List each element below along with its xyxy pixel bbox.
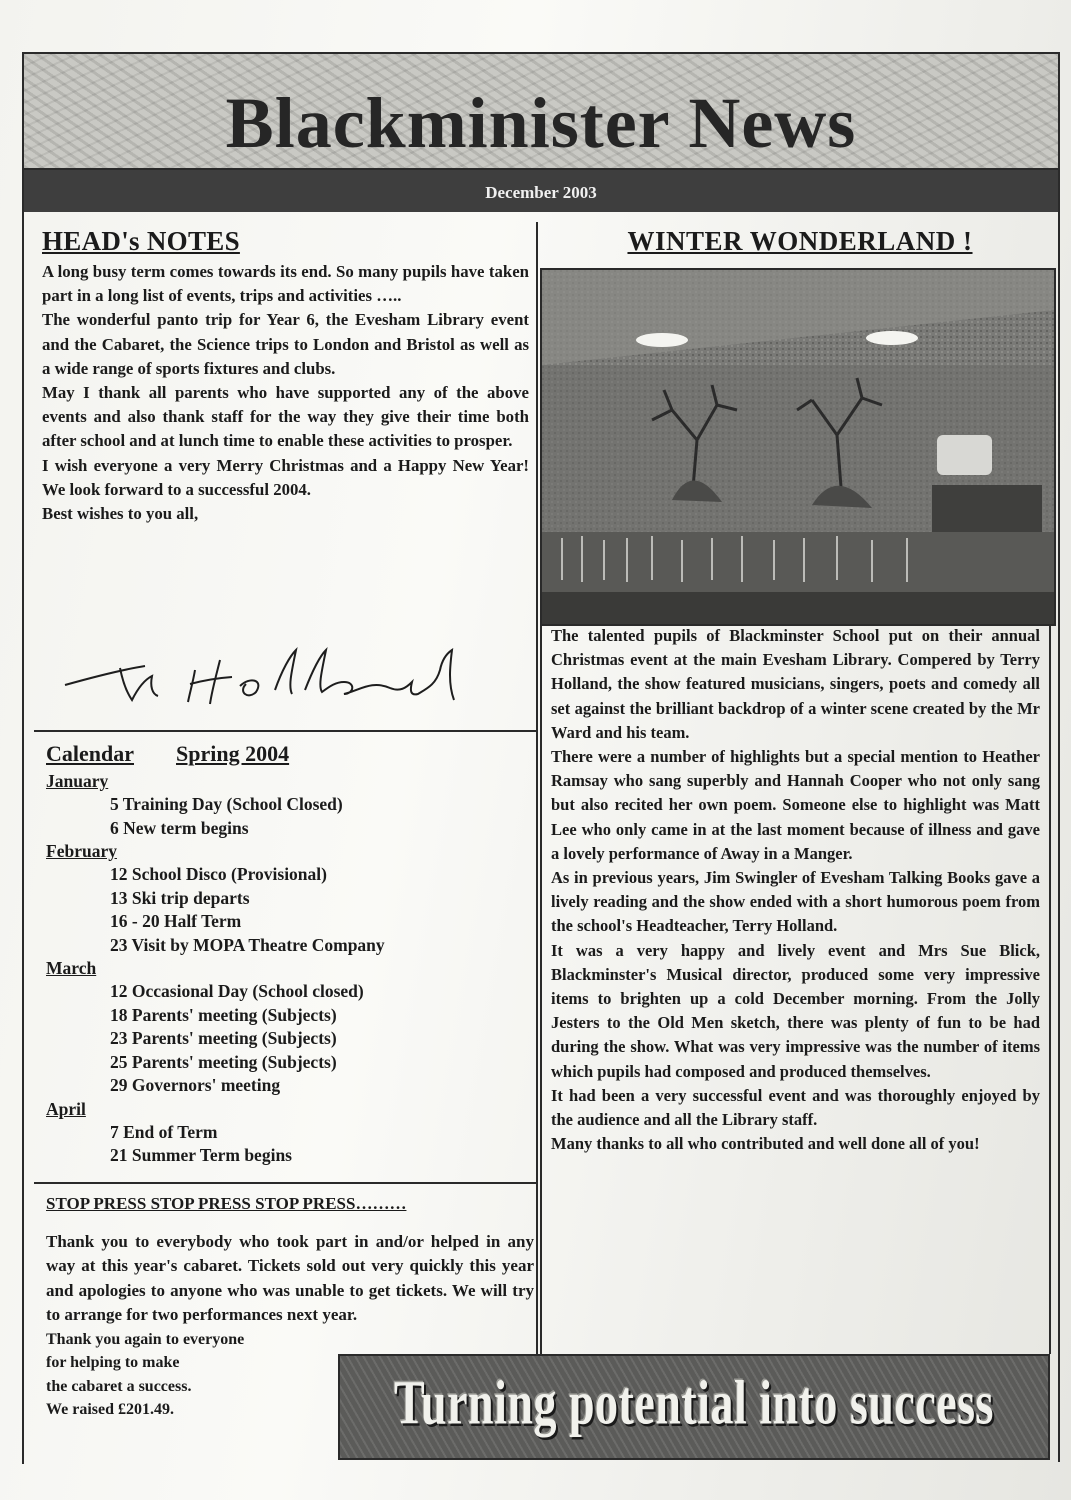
story-paragraph: It had been a very successful event and was thoroughly enjoyed by the audience and all the Library staff. (551, 1085, 1040, 1130)
library-backdrop-photo (540, 268, 1056, 626)
calendar-heading (46, 740, 526, 768)
calendar-section (46, 740, 526, 1168)
signature-image (60, 617, 480, 710)
calendar-month: April (46, 1098, 86, 1119)
calendar-event: 18 Parents' meeting (Subjects) (110, 1004, 337, 1025)
heads-notes-section (34, 224, 529, 699)
calendar-season: Spring 2004 (176, 741, 290, 766)
stop-press-line: for helping to make (46, 1354, 180, 1372)
calendar-event: 6 New term begins (110, 817, 249, 838)
heads-notes-paragraph: Best wishes to you all, (42, 504, 199, 524)
newsletter-title: Blackminister News (225, 83, 857, 163)
story-paragraph: The talented pupils of Blackminster School put on their annual Christmas event at the main Evesham Library. Compered by Terry Holland, the show featured musicians, singers, poets and comedy all set against the brilliant backdrop of a winter scene created by the Mr Ward and his team. (551, 626, 1040, 742)
section-divider-calendar (34, 730, 536, 732)
calendar-month: March (46, 958, 97, 978)
calendar-event: 23 Parents' meeting (Subjects) (110, 1028, 337, 1048)
frame-border-left (22, 212, 24, 1464)
column-divider (536, 222, 538, 1354)
stop-press-line: Thank you again to everyone (46, 1330, 245, 1348)
calendar-event: 5 Training Day (School Closed) (110, 794, 343, 814)
frame-border-right (1058, 212, 1060, 1462)
stop-press-body: Thank you to everybody who took part in and/or helped in any way at this year's cabaret. Tickets sold out very quickly this year and apologies to anyone who was unable to get tickets. We will try to arrange for two performances next year. (46, 1232, 534, 1325)
heads-notes-paragraph: I wish everyone a very Merry Christmas and a Happy New Year! We look forward to a successful 2004. (42, 455, 529, 499)
calendar-month: January (46, 771, 109, 791)
winter-wonderland-title: WINTER WONDERLAND ! (627, 226, 973, 256)
story-paragraph: It was a very happy and lively event and Mrs Sue Blick, Blackminster's Musical director, produced some very impressive items to brighten up a cold December morning. From the Jolly Jesters to the Old Men sketch, there was plenty of fun to be had during the show. What was very impressive was the number of items which pupils had composed and produced themselves. (551, 940, 1040, 1081)
heads-notes-paragraph: A long busy term comes towards its end. So many pupils have taken part in a long list of events, trips and activities ….. (42, 262, 529, 306)
calendar-event: 16 - 20 Half Term (110, 911, 242, 931)
signature-text: T. Holland (60, 617, 129, 634)
masthead (22, 52, 1060, 170)
stop-press-line: the cabaret a success. (46, 1377, 192, 1395)
heads-notes-paragraph: May I thank all parents who have supported any of the above events and also thank staff for the way they give their time both after school and at lunch time to enable these activities to prosper. (42, 383, 529, 451)
calendar-event: 13 Ski trip departs (110, 887, 250, 908)
calendar-event: 21 Summer Term begins (110, 1145, 292, 1165)
school-motto-banner (338, 1354, 1050, 1460)
story-paragraph: There were a number of highlights but a special mention to Heather Ramsay who sang superbly and Hannah Cooper who not only sang but also recited her own poem. Someone else to highlight was Matt Lee who only came in at the last moment because of illness and gave a lovely performance of Away in a Manger. (551, 747, 1040, 863)
calendar-event: 12 School Disco (Provisional) (110, 864, 327, 884)
calendar-event: 7 End of Term (110, 1121, 218, 1142)
calendar-event: 25 Parents' meeting (Subjects) (110, 1051, 337, 1072)
issue-date: December 2003 (22, 170, 1060, 212)
section-divider-stop-press (34, 1182, 536, 1184)
heads-notes-paragraph: The wonderful panto trip for Year 6, the Evesham Library event and the Cabaret, the Science trips to London and Bristol as well as a wide range of sports fixtures and clubs. (42, 310, 529, 378)
school-motto: Turning potential into success (394, 1368, 994, 1437)
calendar-title: Calendar (46, 741, 134, 766)
calendar-event: 29 Governors' meeting (110, 1075, 281, 1095)
calendar-event: 23 Visit by MOPA Theatre Company (110, 934, 385, 955)
story-paragraph: Many thanks to all who contributed and well done all of you! (551, 1134, 980, 1154)
winter-wonderland-story (551, 624, 1040, 1156)
calendar-event: 12 Occasional Day (School closed) (110, 981, 364, 1001)
story-paragraph: As in previous years, Jim Swingler of Evesham Talking Books gave a lively reading and the show ended with a short humorous poem from the school's Headteacher, Terry Holland. (551, 868, 1040, 936)
stop-press-amount: We raised £201.49. (46, 1401, 174, 1419)
heads-notes-title: HEAD's NOTES (42, 226, 240, 256)
calendar-month: February (46, 841, 117, 861)
stop-press-title: STOP PRESS STOP PRESS STOP PRESS……… (46, 1194, 407, 1213)
